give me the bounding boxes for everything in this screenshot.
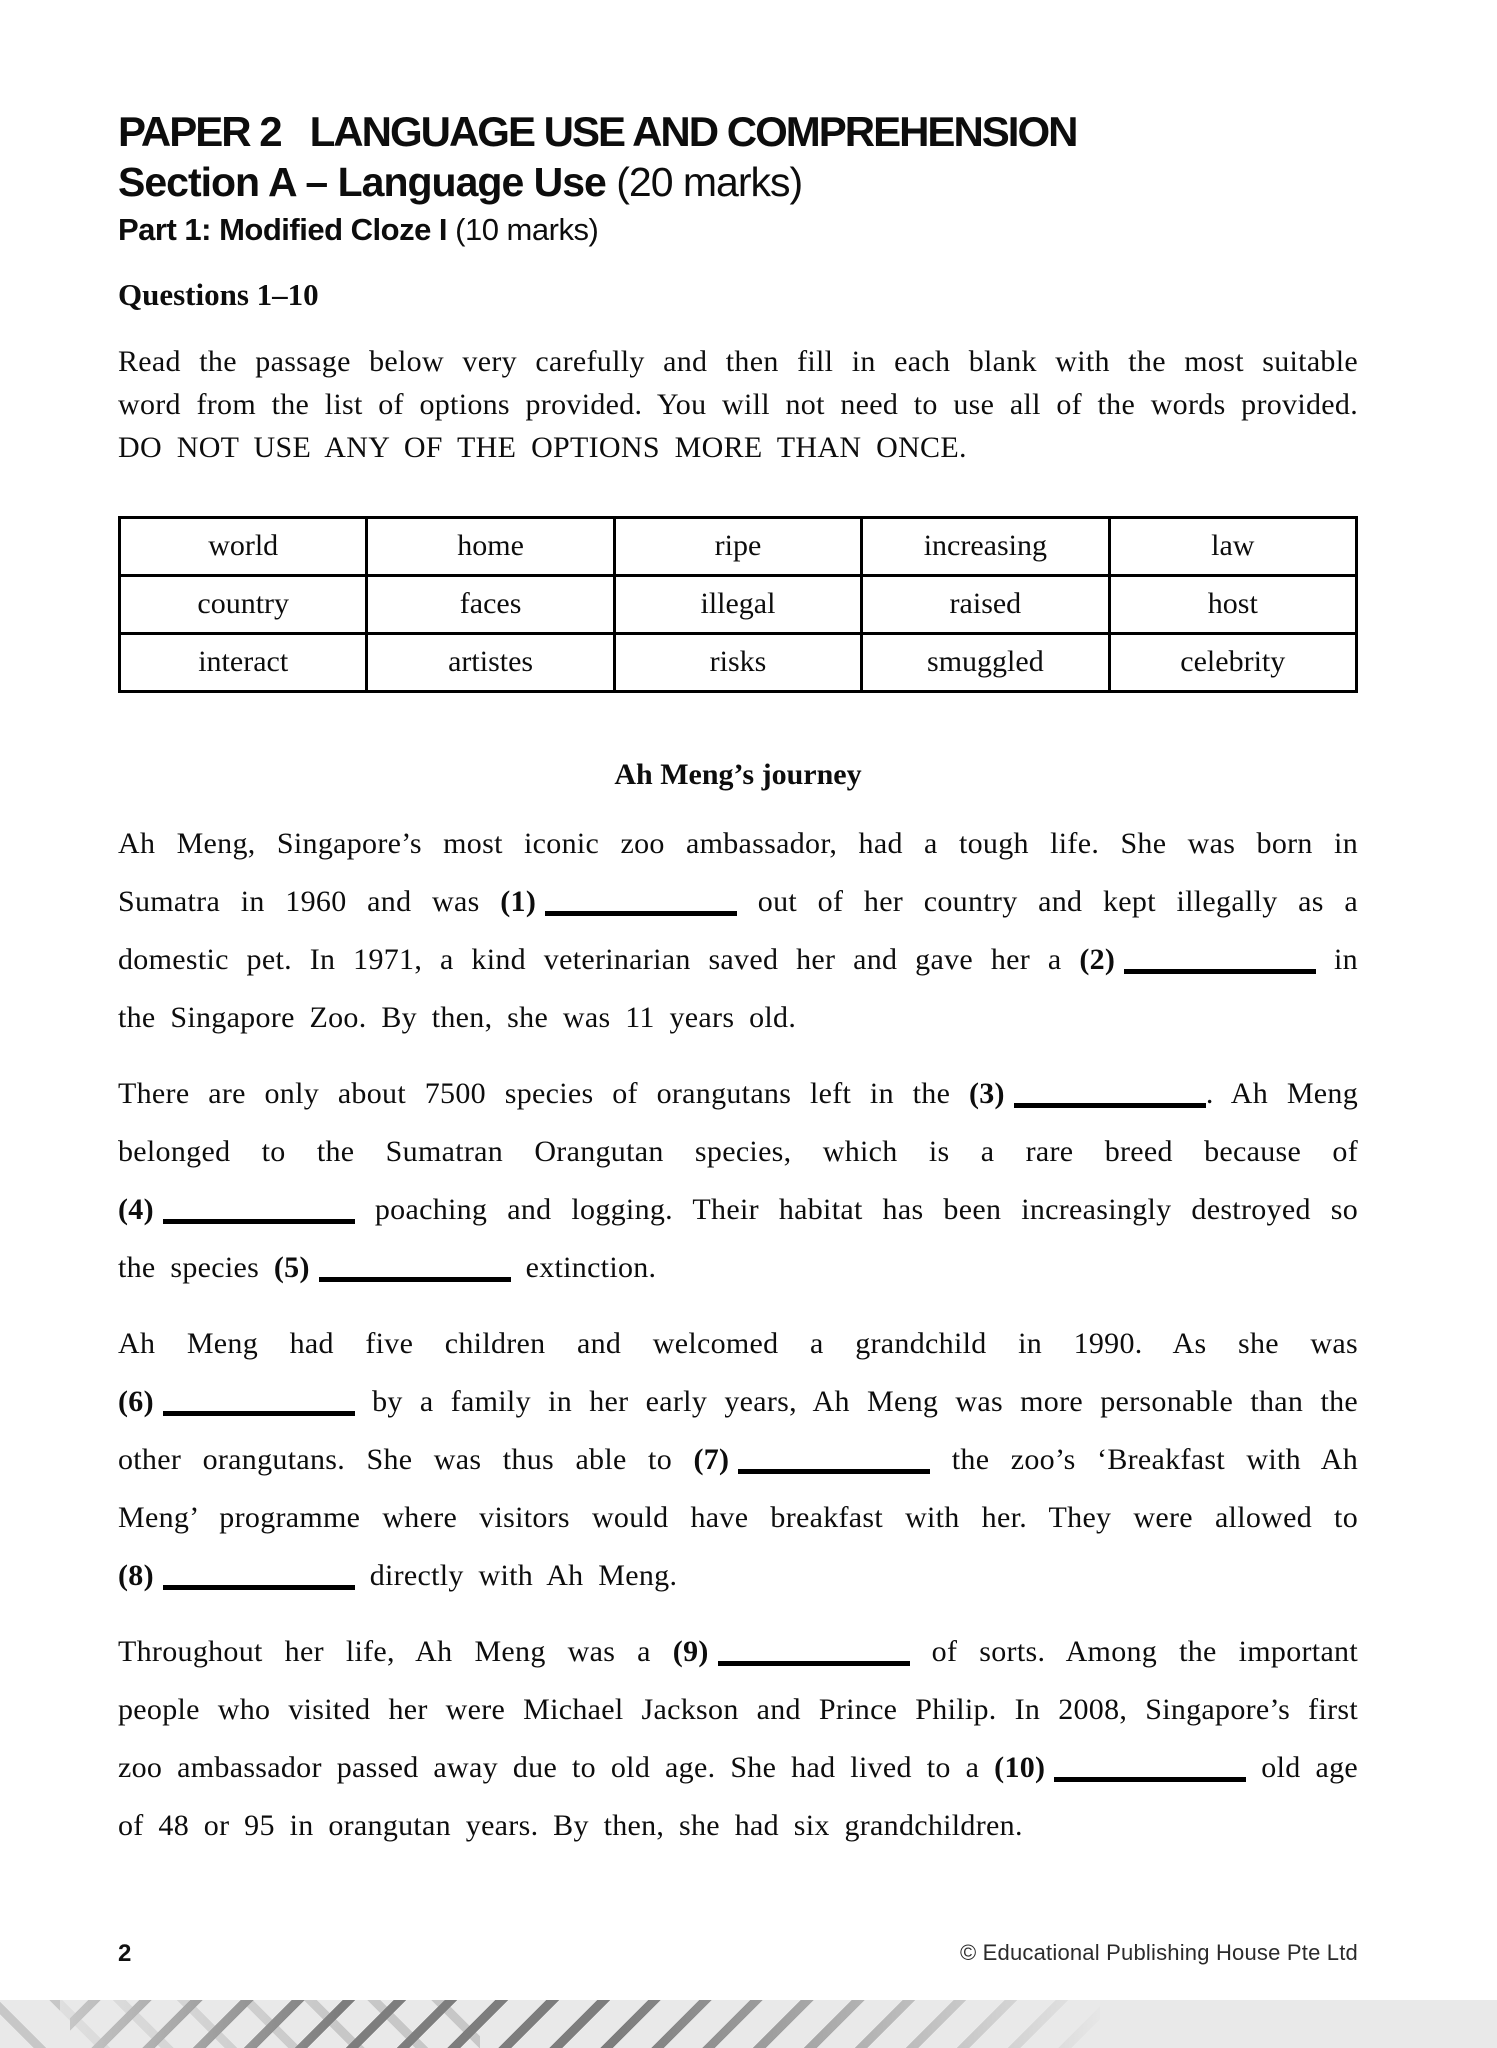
cloze-blank xyxy=(673,1635,910,1668)
blank-line xyxy=(738,1469,930,1474)
word-bank-cell: law xyxy=(1109,517,1356,575)
passage-text: in the Singapore Zoo. By then, she was 11 years old. xyxy=(118,942,1358,1034)
blank-number: (9) xyxy=(672,1634,709,1668)
paper-title: PAPER 2 LANGUAGE USE AND COMPREHENSION xyxy=(118,108,1077,155)
passage-text: out of her country and kept illegally as a domestic pet. In 1971, a kind veterinarian saved her and gave her a xyxy=(118,884,1359,976)
word-bank-cell: smuggled xyxy=(862,633,1109,691)
word-bank-row xyxy=(120,575,1357,633)
blank-number: (10) xyxy=(994,1750,1046,1784)
passage-text: the zoo’s ‘Breakfast with Ah Meng’ programme where visitors would have breakfast with her. They were allowed to xyxy=(118,1442,1358,1534)
part-heading-marks: (10 marks) xyxy=(447,212,599,248)
blank-line xyxy=(163,1585,355,1590)
blank-number: (6) xyxy=(118,1384,154,1418)
cloze-blank xyxy=(994,1751,1246,1784)
passage-text: Ah Meng, Singapore’s most iconic zoo ambassador, had a tough life. She was born in Sumatra in 1960 and was xyxy=(118,826,1358,918)
word-bank-cell: home xyxy=(367,517,614,575)
word-bank-cell: world xyxy=(120,517,367,575)
blank-line xyxy=(163,1411,355,1416)
part-heading-bold: Part 1: Modified Cloze I xyxy=(118,212,448,248)
passage-text: directly with Ah Meng. xyxy=(354,1558,678,1592)
blank-number: (7) xyxy=(693,1442,730,1476)
word-bank-cell: ripe xyxy=(614,517,861,575)
passage-text: Throughout her life, Ah Meng was a xyxy=(118,1634,673,1668)
passage-text: of sorts. Among the important people who visited her were Michael Jackson and Prince Philip. In 2008, Singapore’s first zoo ambassador passed away due to old age. She had lived to a xyxy=(118,1634,1358,1784)
footer-stripe-band xyxy=(0,2000,1497,2048)
cloze-blank xyxy=(118,1385,355,1418)
blank-line xyxy=(545,911,737,916)
cloze-blank xyxy=(500,885,737,918)
blank-number: (5) xyxy=(273,1250,310,1284)
word-bank-cell: host xyxy=(1109,575,1356,633)
questions-range-label: Questions 1–10 xyxy=(118,277,319,313)
section-heading-bold: Section A – Language Use xyxy=(118,159,606,206)
blank-line xyxy=(718,1661,910,1666)
cloze-blank xyxy=(969,1077,1206,1110)
stripe-fade-left xyxy=(60,2000,340,2048)
blank-line xyxy=(1124,969,1316,974)
page-footer xyxy=(118,1940,1358,1968)
cloze-blank xyxy=(693,1443,930,1476)
passage-paragraph xyxy=(118,1623,1358,1855)
word-bank-cell: risks xyxy=(614,633,861,691)
word-bank-row xyxy=(120,517,1357,575)
section-heading xyxy=(118,160,1358,204)
part-heading xyxy=(118,213,1358,247)
blank-number: (4) xyxy=(118,1192,154,1226)
cloze-blank xyxy=(1079,943,1316,976)
passage-text: poaching and logging. Their habitat has been increasingly destroyed so the species xyxy=(118,1192,1358,1284)
section-heading-marks: (20 marks) xyxy=(605,159,803,206)
blank-line xyxy=(319,1277,511,1282)
blank-line xyxy=(163,1219,355,1224)
word-bank-cell: interact xyxy=(120,633,367,691)
word-bank-cell: raised xyxy=(862,575,1109,633)
passage-text: There are only about 7500 species of orangutans left in the xyxy=(118,1076,969,1110)
blank-number: (2) xyxy=(1079,942,1116,976)
word-bank-cell: illegal xyxy=(614,575,861,633)
copyright-notice: © Educational Publishing House Pte Ltd xyxy=(959,1940,1358,1965)
blank-number: (1) xyxy=(500,884,537,918)
instructions-text: Read the passage below very carefully and then fill in each blank with the most suitable word from the list of options provided. You will not need to use all of the words provided. DO NOT USE ANY OF THE OPTIONS MORE THAN ONCE. xyxy=(118,344,1358,464)
blank-line xyxy=(1014,1103,1206,1108)
word-bank-row xyxy=(120,633,1357,691)
cloze-blank xyxy=(118,1193,355,1226)
word-bank-cell: increasing xyxy=(862,517,1109,575)
passage-paragraphs xyxy=(118,815,1358,1855)
stripe-fade-right xyxy=(620,2000,1180,2048)
passage-paragraph xyxy=(118,1315,1358,1605)
word-bank-cell: celebrity xyxy=(1109,633,1356,691)
word-bank-body xyxy=(120,517,1357,691)
word-bank-cell: faces xyxy=(367,575,614,633)
word-bank-cell: country xyxy=(120,575,367,633)
page-content xyxy=(118,110,1358,1873)
cloze-blank xyxy=(118,1559,355,1592)
passage-title: Ah Meng’s journey xyxy=(614,757,862,791)
word-bank-table xyxy=(118,516,1358,693)
passage-text: old age of 48 or 95 in orangutan years. By then, she had six grandchildren. xyxy=(118,1750,1358,1842)
cloze-blank xyxy=(274,1251,511,1284)
passage-text: Ah Meng had five children and welcomed a grandchild in 1990. As she was xyxy=(118,1326,1358,1360)
passage-text: extinction. xyxy=(510,1250,657,1284)
word-bank-cell: artistes xyxy=(367,633,614,691)
passage-text: . Ah Meng belonged to the Sumatran Orangutan species, which is a rare breed because of xyxy=(118,1076,1359,1168)
blank-line xyxy=(1054,1777,1246,1782)
passage-paragraph xyxy=(118,1065,1358,1297)
blank-number: (3) xyxy=(968,1076,1005,1110)
passage-paragraph xyxy=(118,815,1358,1047)
passage-text: by a family in her early years, Ah Meng was more personable than the other orangutans. She was thus able to xyxy=(118,1384,1358,1476)
blank-number: (8) xyxy=(118,1558,154,1592)
page-number: 2 xyxy=(118,1940,132,1967)
